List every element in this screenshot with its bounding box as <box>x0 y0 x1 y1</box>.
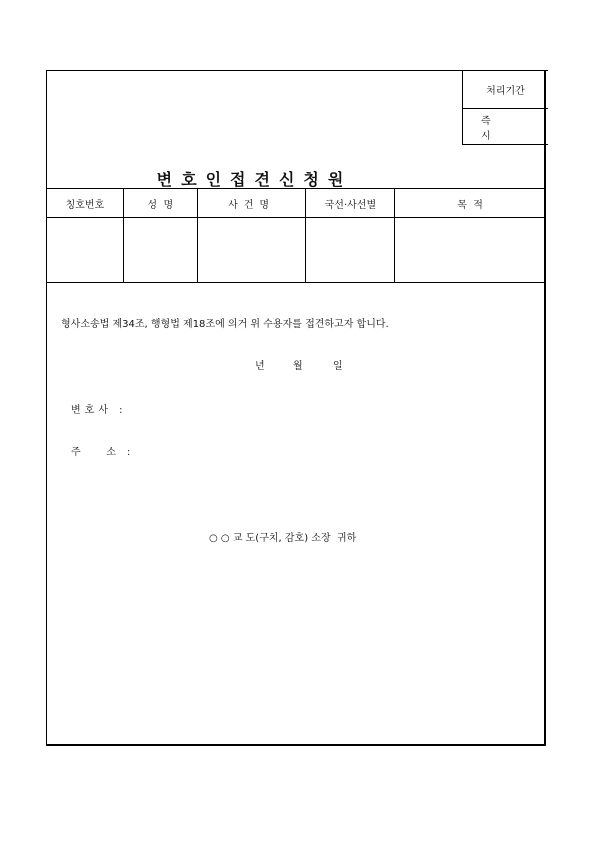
counsel-type-cell[interactable] <box>306 218 395 283</box>
statement-text: 형사소송법 제34조, 행형법 제18조에 의거 위 수용자를 접견하고자 합니다. <box>61 319 389 330</box>
address-label: 주 소 : <box>71 447 135 458</box>
inmate-number-cell[interactable] <box>47 218 124 283</box>
column-header: 성 명 <box>123 189 197 218</box>
recipient-line: ○ ○ 교 도(구치, 감호) 소장 귀하 <box>209 533 357 544</box>
form-frame <box>46 70 546 746</box>
applicant-table <box>46 188 546 283</box>
column-header: 목 적 <box>395 189 546 218</box>
date-year: 년 <box>255 361 265 372</box>
table-row <box>47 218 546 283</box>
column-header: 칭호번호 <box>47 189 124 218</box>
table-header-row <box>47 189 546 218</box>
column-header: 사건명 <box>197 189 306 218</box>
processing-period-value: 즉 시 <box>481 116 509 142</box>
lawyer-label: 변호사 : <box>71 405 127 416</box>
case-name-cell[interactable] <box>197 218 306 283</box>
name-cell[interactable] <box>123 218 197 283</box>
processing-period-box <box>462 70 548 145</box>
form-title: 변호인접견신청원 <box>156 170 353 189</box>
date-day: 일 <box>333 361 343 372</box>
column-header: 국선·사선별 <box>306 189 395 218</box>
processing-period-label: 처리기간 <box>463 71 548 109</box>
purpose-cell[interactable] <box>395 218 546 283</box>
date-month: 월 <box>293 361 303 372</box>
